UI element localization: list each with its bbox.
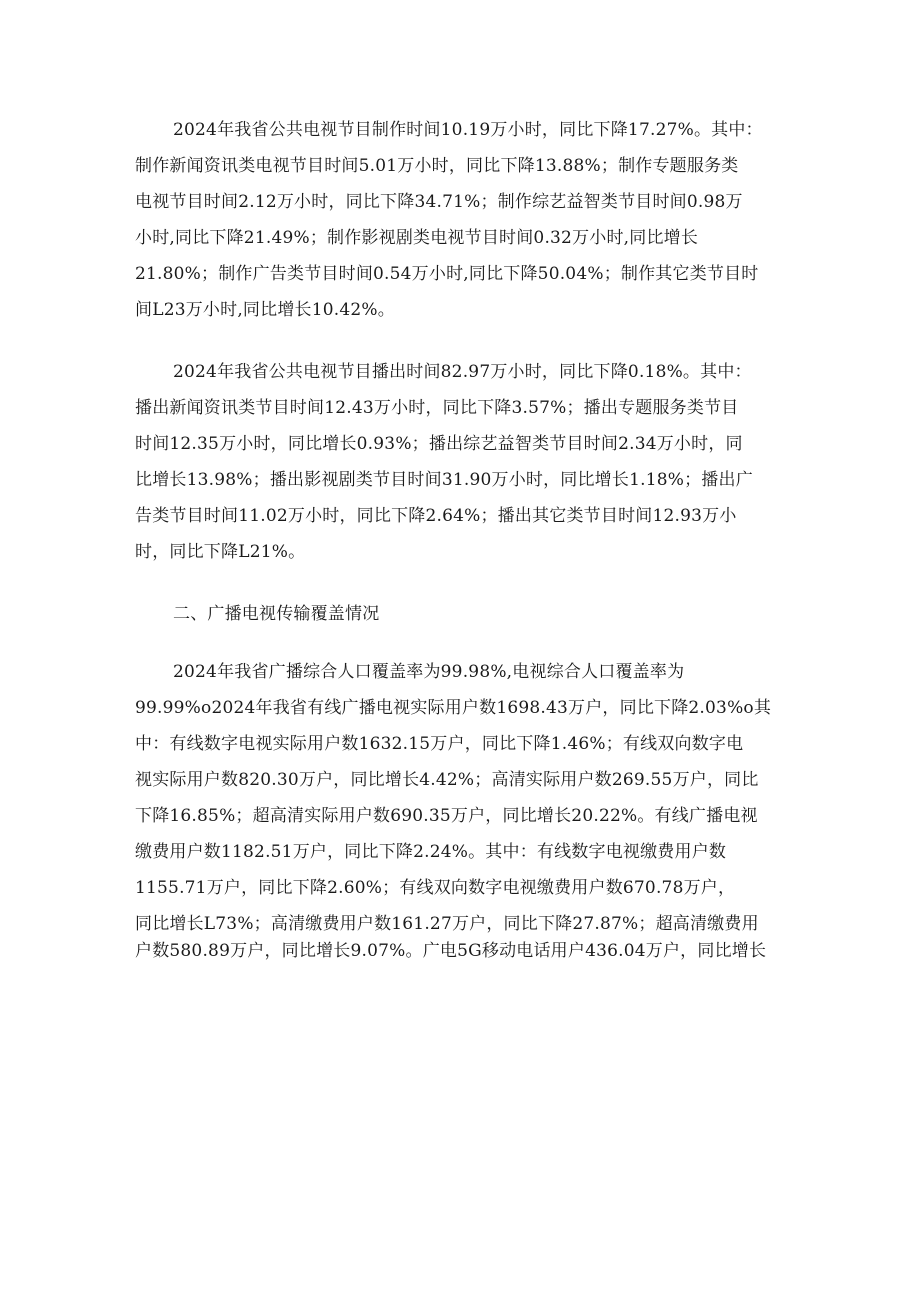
- text-line: 告类节目时间11.02万小时，同比下降2.64%；播出其它类节目时间12.93万小: [135, 506, 737, 526]
- paragraph-production-time: [135, 118, 785, 334]
- text-line: 户数580.89万户，同比增长9.07%。广电5G移动电话用户436.04万户，同比增长: [135, 941, 767, 961]
- text-line: 2024年我省公共电视节目制作时间10.19万小时，同比下降17.27%。其中：: [173, 120, 763, 140]
- document-page: [135, 118, 785, 975]
- paragraph-spacer: [135, 334, 785, 360]
- text-line: 2024年我省广播综合人口覆盖率为99.98%,电视综合人口覆盖率为: [173, 662, 685, 682]
- paragraph-coverage-users: [135, 660, 785, 975]
- text-line: 99.99%o2024年我省有线广播电视实际用户数1698.43万户，同比下降2.03%o其: [135, 698, 772, 718]
- text-line: 21.80%；制作广告类节目时间0.54万小时,同比下降50.04%；制作其它类节目时: [135, 264, 759, 284]
- text-line: 时，同比下降L21%。: [135, 542, 306, 562]
- text-line: 中：有线数字电视实际用户数1632.15万户，同比下降1.46%；有线双向数字电: [135, 734, 744, 754]
- text-line: 比增长13.98%；播出影视剧类节目时间31.90万小时，同比增长1.18%；播出广: [135, 470, 753, 490]
- paragraph-spacer: [135, 638, 785, 660]
- text-line: 间L23万小时,同比增长10.42%。: [135, 300, 395, 320]
- text-line: 制作新闻资讯类电视节目时间5.01万小时，同比下降13.88%；制作专题服务类: [135, 156, 739, 176]
- text-line: 2024年我省公共电视节目播出时间82.97万小时，同比下降0.18%。其中：: [173, 362, 752, 382]
- text-line: 下降16.85%；超高清实际用户数690.35万户，同比增长20.22%。有线广播电视: [135, 806, 758, 826]
- text-line: 时间12.35万小时，同比增长0.93%；播出综艺益智类节目时间2.34万小时，同: [135, 434, 743, 454]
- text-line: 缴费用户数1182.51万户，同比下降2.24%。其中：有线数字电视缴费用户数: [135, 842, 727, 862]
- section-heading-text: 二、广播电视传输覆盖情况: [173, 604, 380, 624]
- section-heading: [135, 602, 785, 638]
- text-line: 播出新闻资讯类节目时间12.43万小时，同比下降3.57%；播出专题服务类节目: [135, 398, 739, 418]
- paragraph-spacer: [135, 576, 785, 602]
- text-line: 视实际用户数820.30万户，同比增长4.42%；高清实际用户数269.55万户，同比: [135, 770, 759, 790]
- text-line: 电视节目时间2.12万小时，同比下降34.71%；制作综艺益智类节目时间0.98万: [135, 192, 743, 212]
- text-line: 1155.71万户，同比下降2.60%；有线双向数字电视缴费用户数670.78万户，: [135, 878, 736, 898]
- paragraph-broadcast-time: [135, 360, 785, 576]
- text-line: 同比增长L73%；高清缴费用户数161.27万户，同比下降27.87%；超高清缴费用: [135, 914, 759, 934]
- text-line: 小时,同比下降21.49%；制作影视剧类电视节目时间0.32万小时,同比增长: [135, 228, 699, 248]
